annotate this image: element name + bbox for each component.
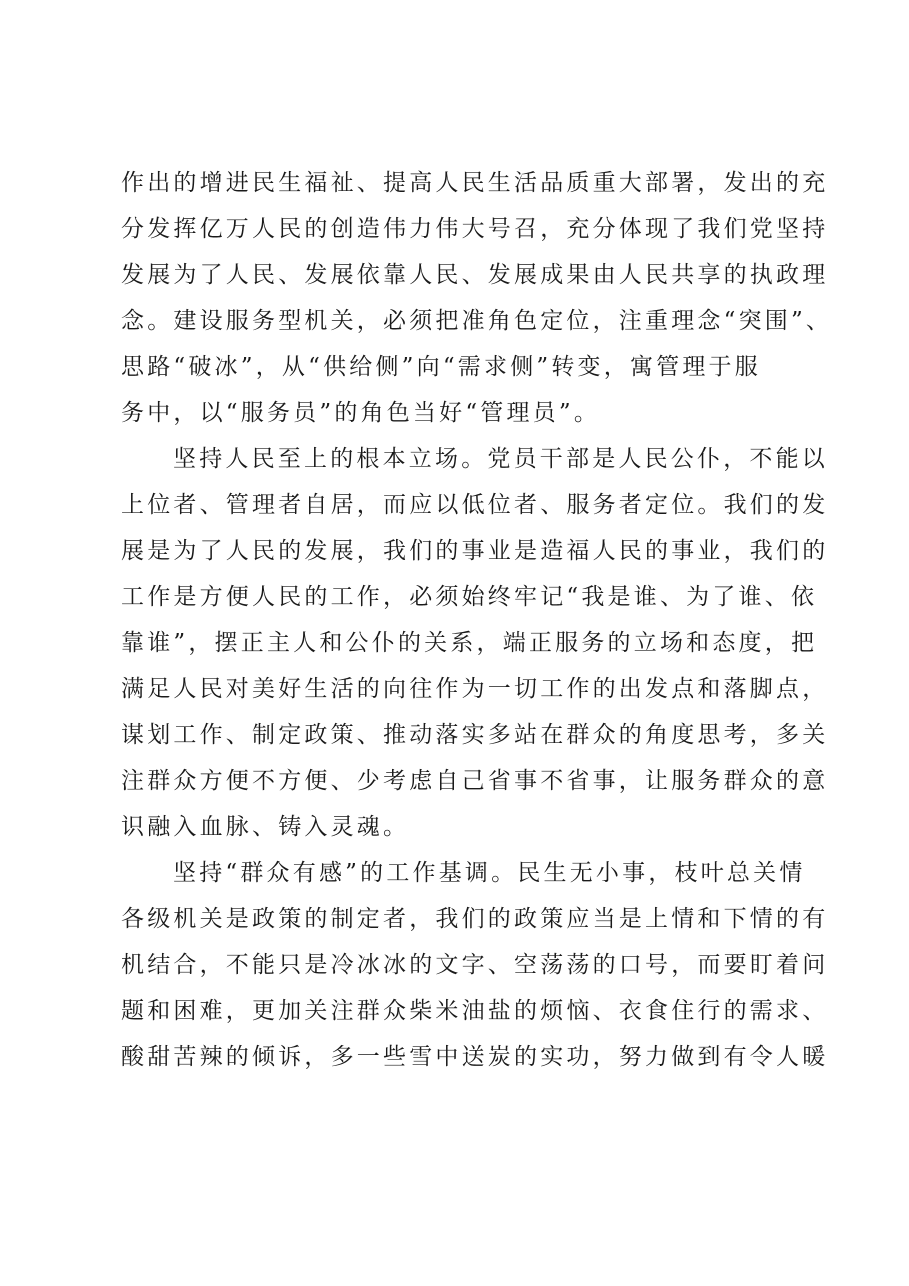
text-line: 展是为了人民的发展，我们的事业是造福人民的事业，我们的 — [121, 538, 829, 564]
text-line: 务中，以“服务员”的角色当好“管理员”。 — [121, 400, 601, 426]
paragraph-3 — [121, 850, 829, 1080]
paragraph-2 — [121, 436, 829, 850]
text-line: 坚持人民至上的根本立场。党员干部是人民公仆，不能以 — [173, 446, 828, 472]
text-line: 分发挥亿万人民的创造伟力伟大号召，充分体现了我们党坚持 — [121, 216, 829, 242]
text-line: 作出的增进民生福祉、提高人民生活品质重大部署，发出的充 — [121, 170, 829, 196]
text-line: 坚持“群众有感”的工作基调。民生无小事，枝叶总关情 — [173, 860, 806, 886]
text-line: 思路“破冰”，从“供给侧”向“需求侧”转变，寓管理于服 — [121, 354, 761, 380]
text-line: 上位者、管理者自居，而应以低位者、服务者定位。我们的发 — [121, 492, 829, 518]
text-line: 发展为了人民、发展依靠人民、发展成果由人民共享的执政理 — [121, 262, 829, 288]
document-body — [121, 160, 833, 1080]
text-line: 注群众方便不方便、少考虑自己省事不省事，让服务群众的意 — [121, 768, 829, 794]
text-line: 谋划工作、制定政策、推动落实多站在群众的角度思考，多关 — [121, 722, 829, 748]
text-line: 酸甜苦辣的倾诉，多一些雪中送炭的实功，努力做到有令人暖 — [121, 1044, 829, 1070]
text-line: 题和困难，更加关注群众柴米油盐的烦恼、衣食住行的需求、 — [121, 998, 829, 1024]
text-line: 各级机关是政策的制定者，我们的政策应当是上情和下情的有 — [121, 906, 829, 932]
text-line: 靠谁”，摆正主人和公仆的关系，端正服务的立场和态度，把 — [121, 630, 818, 656]
text-line: 机结合，不能只是冷冰冰的文字、空荡荡的口号，而要盯着问 — [121, 952, 829, 978]
text-line: 识融入血脉、铸入灵魂。 — [121, 814, 410, 840]
paragraph-1 — [121, 160, 833, 436]
text-line: 工作是方便人民的工作，必须始终牢记“我是谁、为了谁、依 — [121, 584, 818, 610]
text-line: 满足人民对美好生活的向往作为一切工作的出发点和落脚点， — [121, 676, 829, 702]
text-line: 念。建设服务型机关，必须把准角色定位，注重理念“突围”、 — [121, 308, 833, 334]
